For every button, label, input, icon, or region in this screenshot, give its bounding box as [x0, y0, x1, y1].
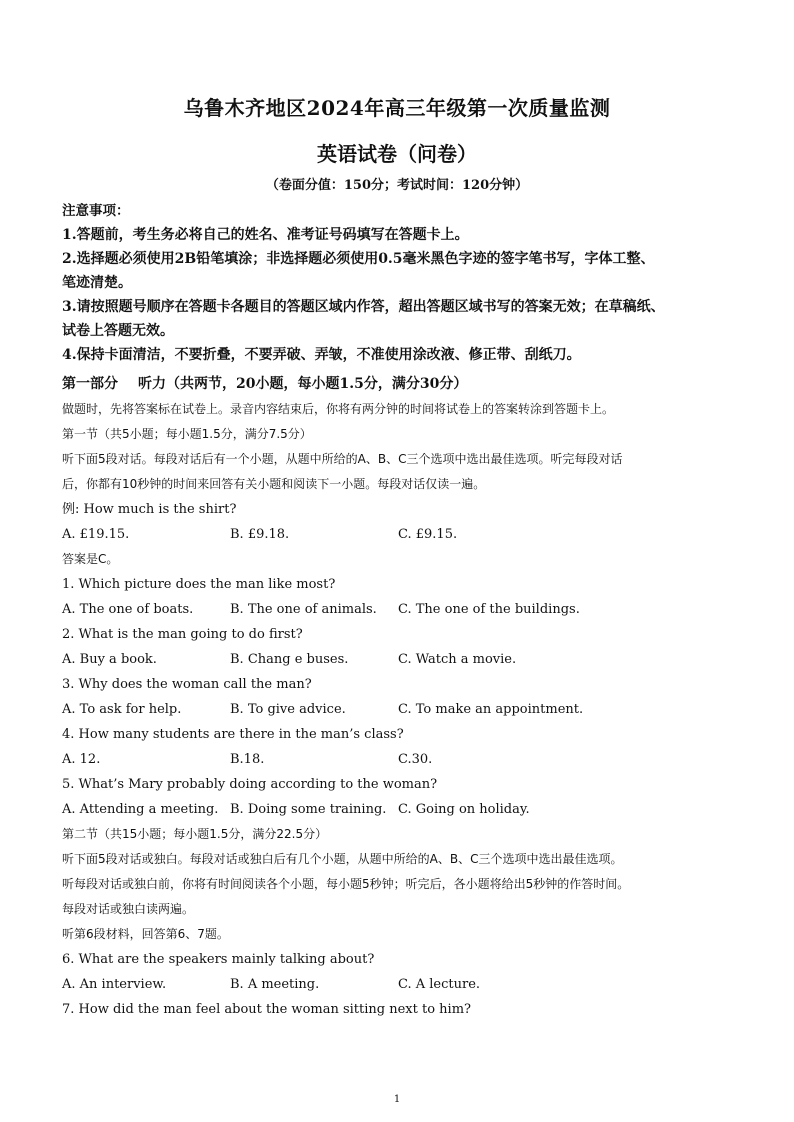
option-b: B. Doing some training.	[230, 802, 387, 817]
part-title-detail: 听力（共两节，20小题，每小题1.5分，满分30分）	[138, 376, 468, 392]
option-b: B. A meeting.	[230, 977, 320, 992]
section2-heading: 第二节（共15小题；每小题1.5分，满分22.5分）	[62, 827, 328, 841]
option-a: A. £19.15.	[62, 527, 130, 542]
example-question: 例: How much is the shirt?	[62, 502, 237, 517]
notes-heading: 注意事项：	[62, 203, 130, 219]
option-c: C. Going on holiday.	[398, 802, 530, 817]
question-stem: 5. What’s Mary probably doing according to the woman?	[62, 777, 438, 792]
exam-meta: （卷面分值：150分；考试时间：120分钟）	[265, 178, 529, 193]
part-title: 第一部分	[62, 376, 118, 392]
section1-heading: 第一节（共5小题；每小题1.5分，满分7.5分）	[62, 427, 312, 441]
question-stem: 1. Which picture does the man like most?	[62, 577, 336, 592]
note-item: 1.答题前，考生务必将自己的姓名、准考证号码填写在答题卡上。	[62, 227, 469, 243]
question-options	[62, 797, 742, 822]
note-item: 3.请按照题号顺序在答题卡各题目的答题区域内作答，超出答题区域书写的答案无效；在草稿纸、	[62, 299, 665, 315]
option-c: C. £9.15.	[398, 527, 458, 542]
exam-title: 乌鲁木齐地区2024年高三年级第一次质量监测	[183, 96, 611, 120]
material-instruction: 听第6段材料，回答第6、7题。	[62, 927, 229, 941]
question-stem: 3. Why does the woman call the man?	[62, 677, 312, 692]
question-stem: 7. How did the man feel about the woman sitting next to him?	[62, 1002, 471, 1017]
exam-subtitle: 英语试卷（问卷）	[317, 142, 477, 166]
section1-instruction: 听下面5段对话。每段对话后有一个小题，从题中所给的A、B、C三个选项中选出最佳选项。听完每段对话	[62, 452, 623, 466]
section2-instruction: 听下面5段对话或独白。每段对话或独白后有几个小题，从题中所给的A、B、C三个选项中选出最佳选项。	[62, 852, 623, 866]
question-options	[62, 597, 742, 622]
option-b: B.18.	[230, 752, 265, 767]
note-item: 笔迹清楚。	[62, 275, 132, 291]
option-c: C. To make an appointment.	[398, 702, 584, 717]
option-b: B. The one of animals.	[230, 602, 377, 617]
question-options	[62, 972, 742, 997]
example-answer: 答案是C。	[62, 552, 119, 566]
note-item: 2.选择题必须使用2B铅笔填涂；非选择题必须使用0.5毫米黑色字迹的签字笔书写，字体工整、	[62, 251, 655, 267]
option-b: B. Chang e buses.	[230, 652, 349, 667]
page-number: 1	[393, 1094, 401, 1105]
option-c: C. Watch a movie.	[398, 652, 517, 667]
section2-instruction: 听每段对话或独白前，你将有时间阅读各个小题，每小题5秒钟；听完后，各小题将给出5秒钟的作答时间。	[62, 877, 630, 891]
question-options	[62, 697, 742, 722]
option-b: B. £9.18.	[230, 527, 290, 542]
listening-part	[62, 372, 742, 1022]
option-a: A. Attending a meeting.	[62, 802, 219, 817]
question-stem: 2. What is the man going to do first?	[62, 627, 303, 642]
section1-instruction: 后，你都有10秒钟的时间来回答有关小题和阅读下一小题。每段对话仅读一遍。	[62, 477, 486, 491]
section2-instruction: 每段对话或独白读两遍。	[62, 902, 195, 916]
part-heading	[62, 372, 742, 397]
option-c: C.30.	[398, 752, 433, 767]
option-a: A. An interview.	[62, 977, 167, 992]
question-options	[62, 747, 742, 772]
option-a: A. The one of boats.	[62, 602, 194, 617]
question-stem: 6. What are the speakers mainly talking about?	[62, 952, 375, 967]
question-stem: 4. How many students are there in the man’s class?	[62, 727, 404, 742]
note-item: 4.保持卡面清洁，不要折叠，不要弄破、弄皱，不准使用涂改液、修正带、刮纸刀。	[62, 347, 581, 363]
part-instruction: 做题时，先将答案标在试卷上。录音内容结束后，你将有两分钟的时间将试卷上的答案转涂到答题卡上。	[62, 402, 615, 416]
question-options	[62, 647, 742, 672]
option-c: C. A lecture.	[398, 977, 481, 992]
example-options	[62, 522, 742, 547]
option-a: A. 12.	[62, 752, 101, 767]
option-c: C. The one of the buildings.	[398, 602, 580, 617]
notes-section	[62, 199, 742, 367]
option-b: B. To give advice.	[230, 702, 346, 717]
note-item: 试卷上答题无效。	[62, 323, 174, 339]
option-a: A. Buy a book.	[62, 652, 157, 667]
option-a: A. To ask for help.	[62, 702, 182, 717]
